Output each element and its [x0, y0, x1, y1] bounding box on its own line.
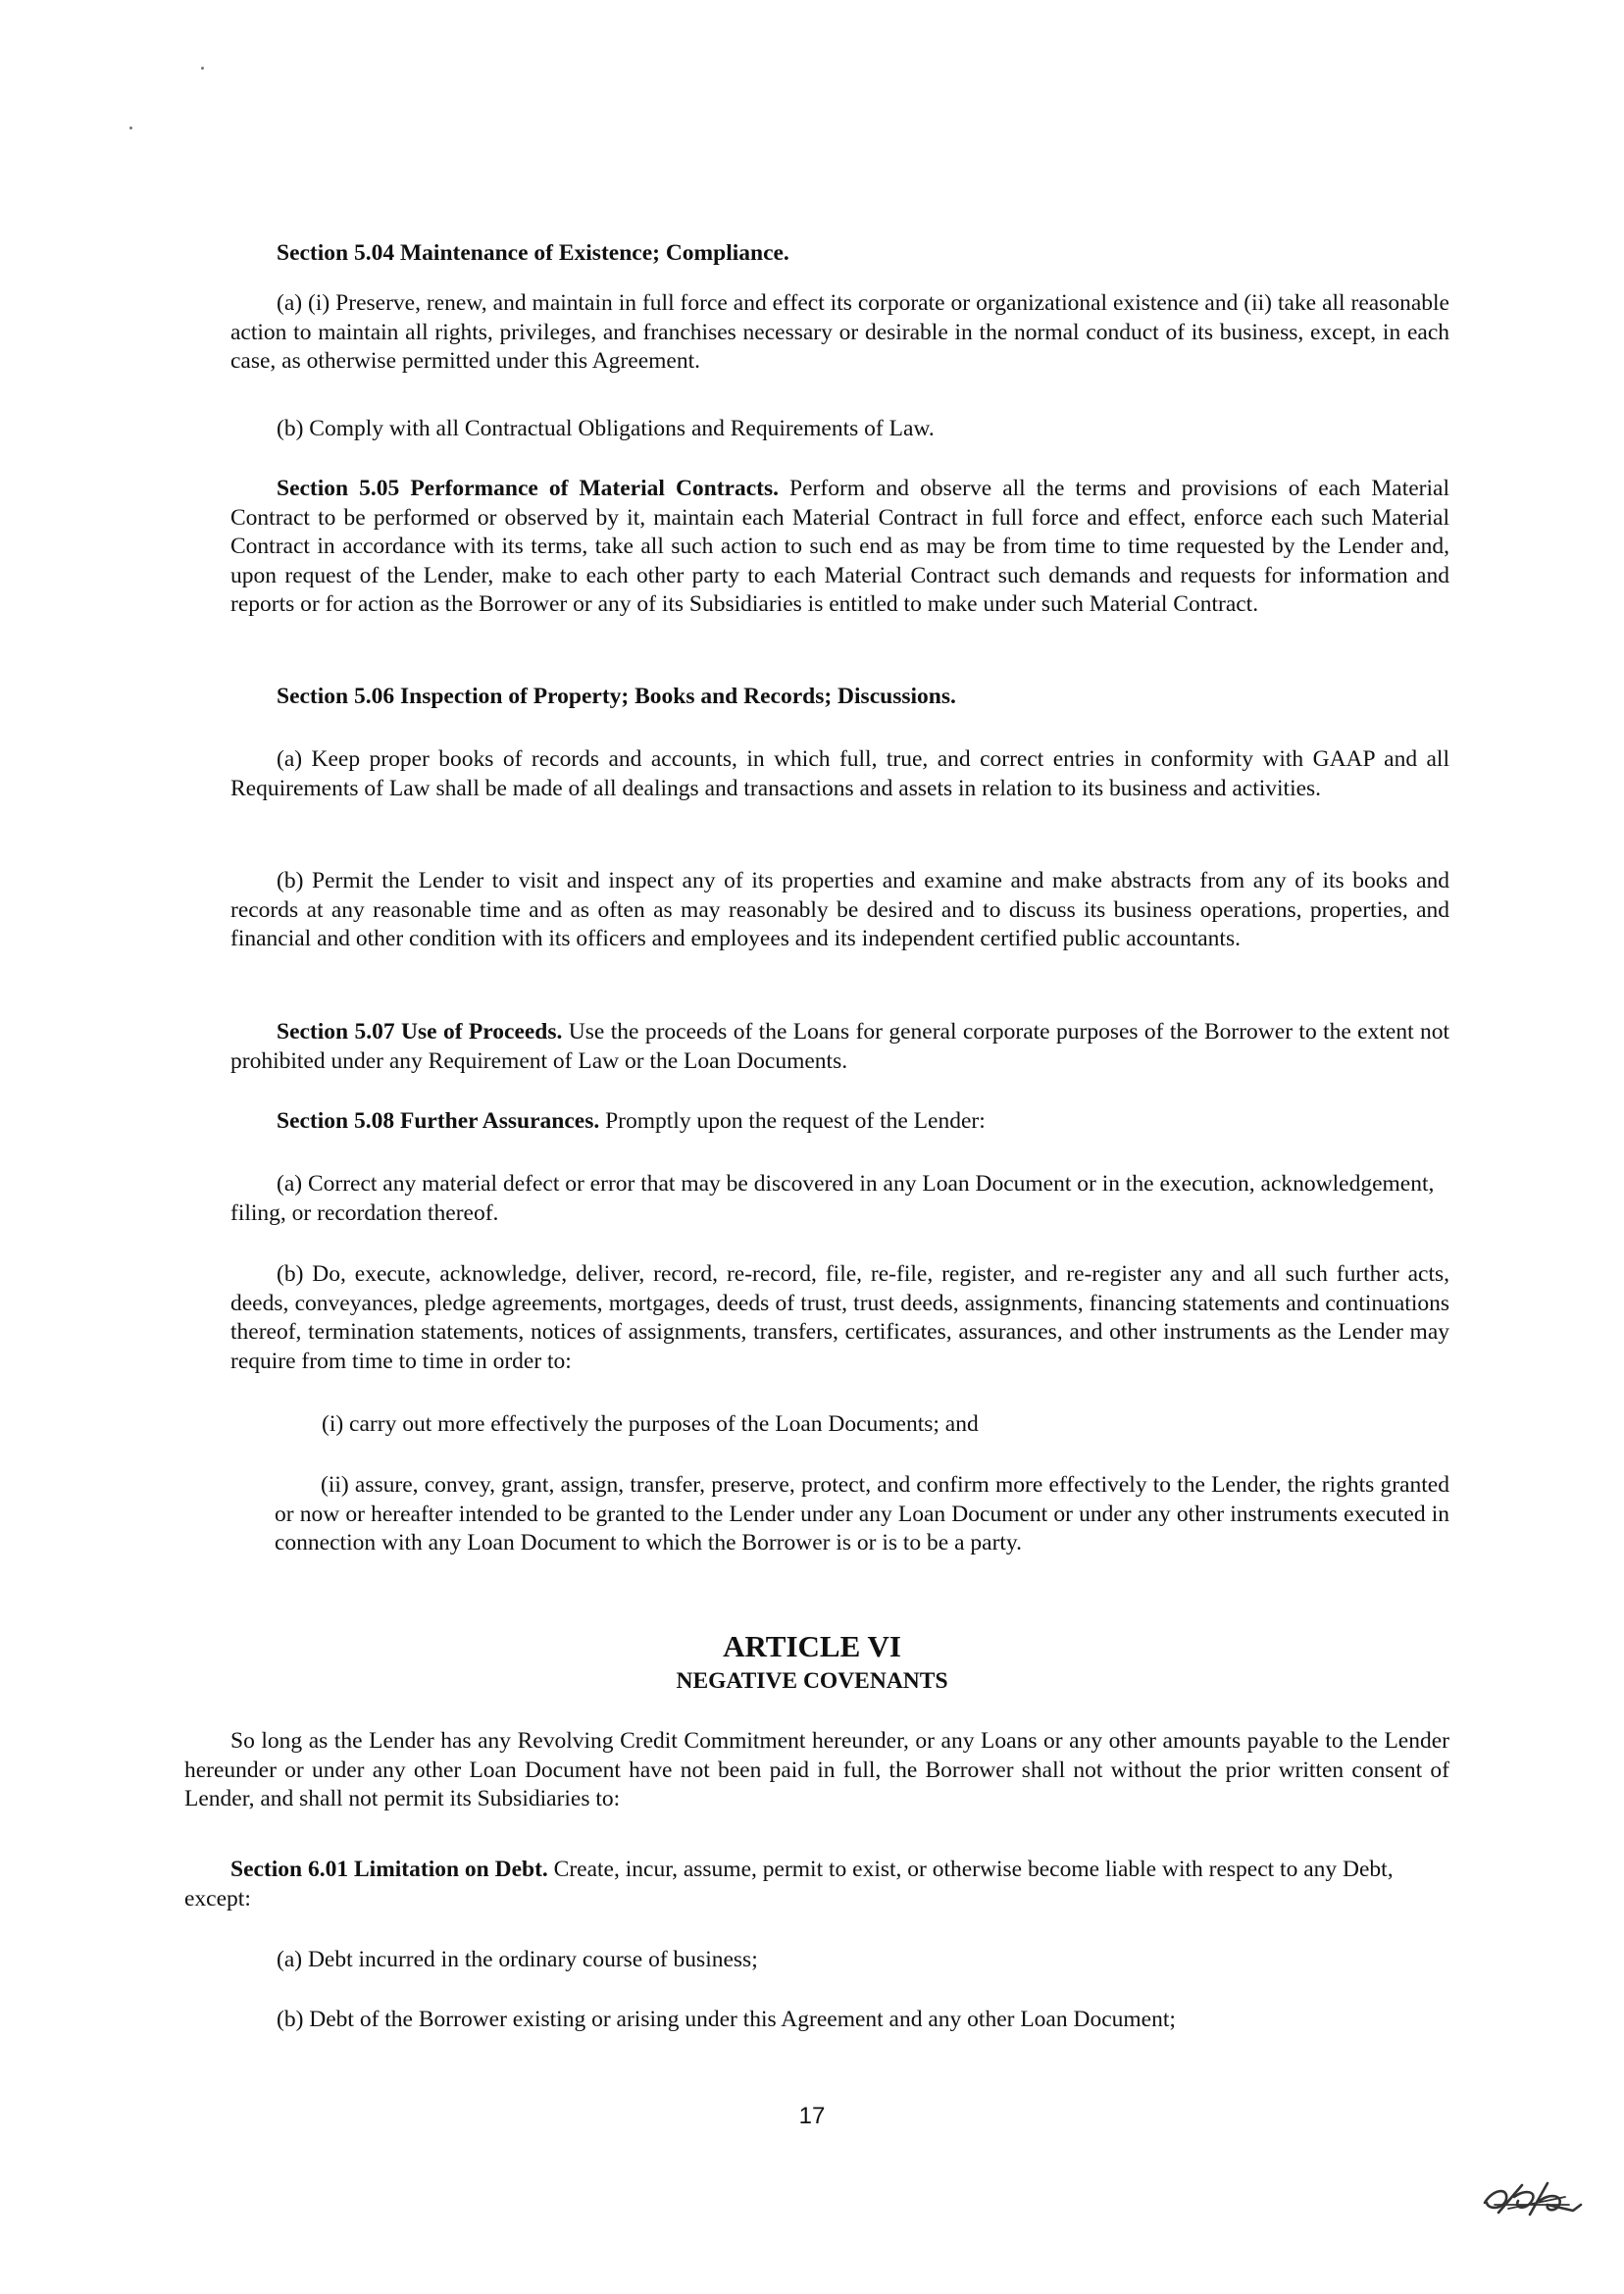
section-5-08-clause-a [230, 1170, 1449, 1228]
section-body: Use the proceeds of the Loans for general corporate purposes of the Borrower to the extent not prohibited under any Requirement of Law or the Loan Documents. [230, 1019, 1450, 1074]
section-body: Create, incur, assume, permit to exist, or otherwise become liable with respect to any Debt, except: [184, 1857, 1394, 1912]
scan-speck [129, 127, 132, 129]
section-title: Inspection of Property; Books and Records; Discussions. [399, 684, 956, 709]
section-5-07-paragraph [230, 1018, 1449, 1076]
section-5-08-paragraph [277, 1107, 1453, 1137]
clause-text: (i) carry out more effectively the purposes of the Loan Documents; and [322, 1411, 979, 1437]
article-subtitle: NEGATIVE COVENANTS [676, 1668, 948, 1694]
clause-text: (a) Debt incurred in the ordinary course of business; [277, 1947, 758, 1972]
section-number: Section 5.07 [277, 1019, 395, 1045]
clause-text: (b) Debt of the Borrower existing or arising under this Agreement and any other Loan Document; [277, 2007, 1176, 2032]
section-number: Section 5.08 [277, 1108, 395, 1134]
section-number: Section 5.04 [277, 240, 395, 266]
section-number: Section 5.06 [277, 684, 395, 709]
section-5-05-paragraph [230, 475, 1449, 620]
clause-text: (b) Do, execute, acknowledge, deliver, record, re-record, file, re-file, register, and re-register any and all such further acts, deeds, conveyances, pledge agreements, mortgages, deeds of trust, trust deeds, assignments, financing statements and continuations thereof, termination statements, notices of assignments, transfers, certificates, assurances, and other instruments as the Lender may require from time to time in order to: [230, 1261, 1449, 1374]
section-number: Section 6.01 [230, 1857, 349, 1882]
section-title: Maintenance of Existence; Compliance. [399, 240, 789, 266]
scan-speck [201, 67, 204, 70]
clause-text: (b) Permit the Lender to visit and inspect any of its properties and examine and make abstracts from any of its books and records at any reasonable time and as often as may reasonably be desired and to discuss its business operations, properties, and financial and other condition with its officers and employees and its independent certified public accountants. [230, 868, 1449, 951]
clause-text: (b) Comply with all Contractual Obligations and Requirements of Law. [277, 416, 935, 441]
section-6-01-clause-b [230, 2006, 1449, 2035]
section-body: Promptly upon the request of the Lender: [599, 1108, 986, 1134]
section-title: Performance of Material Contracts. [410, 476, 780, 501]
article-title: ARTICLE VI [723, 1629, 901, 1663]
section-5-04-clause-a [230, 289, 1449, 377]
section-5-06-clause-a [230, 745, 1449, 803]
clause-text: (a) Keep proper books of records and accounts, in which full, true, and correct entries in conformity with GAAP and all Requirements of Law shall be made of all dealings and transactions and assets in relation to its business and activities. [230, 746, 1449, 801]
section-5-08-clause-b [230, 1260, 1449, 1376]
section-6-01-paragraph [184, 1856, 1405, 1913]
section-title: Further Assurances. [399, 1108, 600, 1134]
clause-text: (ii) assure, convey, grant, assign, transfer, preserve, protect, and confirm more effectively to the Lender, the rights granted or now or hereafter intended to be granted to the Lender under any Loan Document or under any other instruments executed in connection with any Loan Document to which the Borrower is or is to be a party. [275, 1472, 1449, 1555]
section-5-04-heading [277, 239, 1453, 269]
section-5-06-clause-b [230, 867, 1449, 954]
section-5-08-subclause-ii [275, 1471, 1449, 1558]
clause-text: (a) (i) Preserve, renew, and maintain in full force and effect its corporate or organizational existence and (ii) take all reasonable action to maintain all rights, privileges, and franchises necessary or desirable in the normal conduct of its business, except, in each case, as otherwise permitted under this Agreement. [230, 290, 1449, 374]
page-number: 17 [798, 2103, 826, 2129]
section-number: Section 5.05 [277, 476, 400, 501]
section-5-06-heading [277, 683, 1453, 712]
article-intro [184, 1727, 1449, 1814]
clause-text: (a) Correct any material defect or error that may be discovered in any Loan Document or in the execution, acknowledgement, filing, or recordation thereof. [230, 1171, 1435, 1226]
article-intro-text: So long as the Lender has any Revolving Credit Commitment hereunder, or any Loans or any other amounts payable to the Lender hereunder or under any other Loan Document have not been paid in full, the Borrower shall not without the prior written consent of Lender, and shall not permit its Subsidiaries to: [184, 1728, 1449, 1811]
handwritten-initials [1479, 2175, 1587, 2222]
section-5-04-clause-b [277, 415, 1453, 444]
section-6-01-clause-a [230, 1946, 1449, 1975]
section-5-08-subclause-i [322, 1410, 1449, 1440]
section-title: Limitation on Debt. [353, 1857, 548, 1882]
section-title: Use of Proceeds. [401, 1019, 563, 1045]
section-body: Perform and observe all the terms and provisions of each Material Contract to be performed or observed by it, maintain each Material Contract in full force and effect, enforce each such Material Contract in accordance with its terms, take all such action to such end as may be from time to time requested by the Lender and, upon request of the Lender, make to each other party to each Material Contract such demands and requests for information and reports or for action as the Borrower or any of its Subsidiaries is entitled to make under such Material Contract. [230, 476, 1449, 617]
